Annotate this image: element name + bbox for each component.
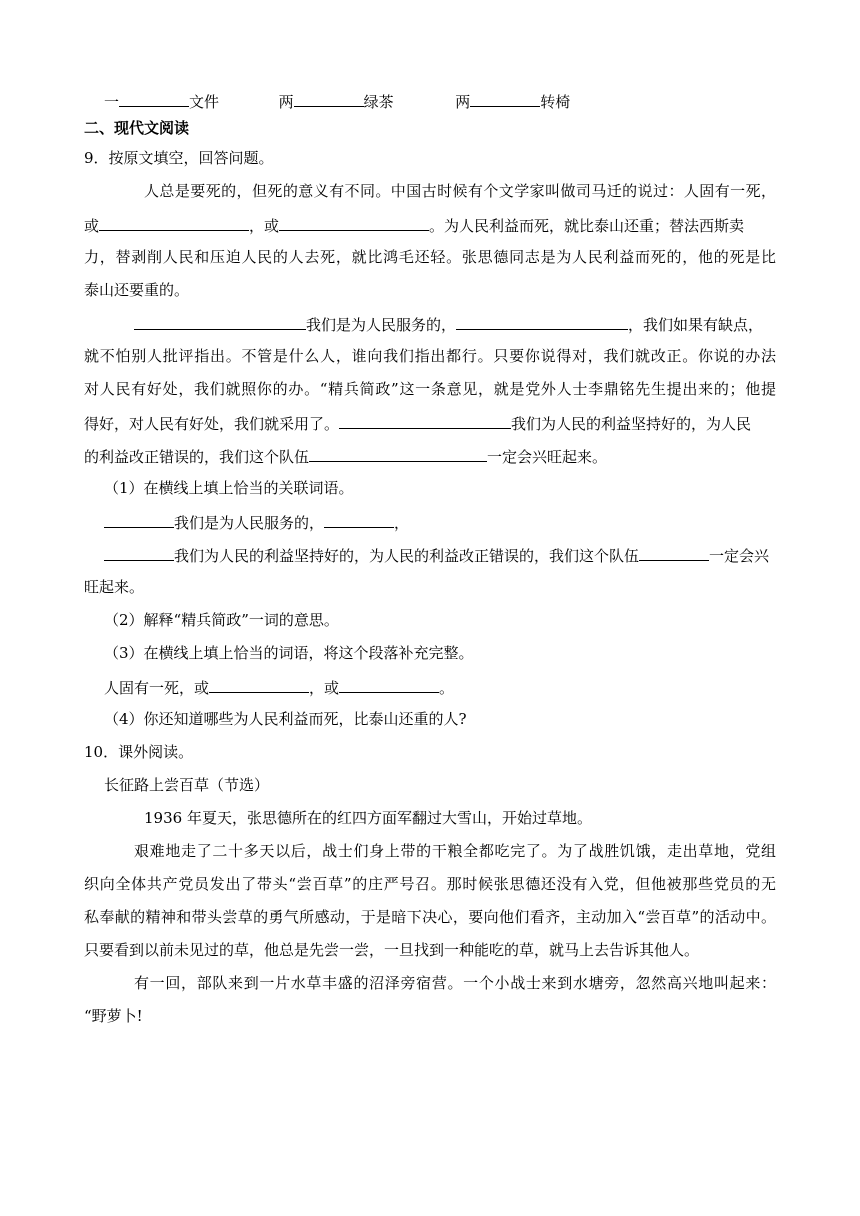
q9-sub3-blank-2[interactable] <box>339 676 439 693</box>
q9-blank-3[interactable] <box>134 313 306 330</box>
question-9-title: 9．按原文填空，回答问题。 <box>84 149 274 167</box>
text: 我们为人民的利益坚持好的，为人民 <box>511 415 752 433</box>
q10-paragraph-2-line-1: 艰难地走了二十多天以后，战士们身上带的干粮全都吃完了。为了战胜饥饿，走出草地，党组 <box>134 842 776 860</box>
text: 或 <box>84 217 100 235</box>
q10-paragraph-1: 1936 年夏天，张思德所在的红四方面军翻过大雪山，开始过草地。 <box>144 809 592 827</box>
q9-blank-5[interactable] <box>339 412 511 429</box>
q9-sub3-blank-1[interactable] <box>209 676 309 693</box>
q9-sub-1-line-2 <box>104 544 776 566</box>
q9-sub-question-3: （3）在横线上填上恰当的词语，将这个段落补充完整。 <box>104 644 474 662</box>
text: 一定会兴旺起来。 <box>487 448 608 466</box>
q9-paragraph-1-line-3: 力，替剥削人民和压迫人民的人去死，就比鸿毛还轻。张思德同志是为人民利益而死的，他的死是比 <box>84 248 776 266</box>
q9-sub-1-line-1 <box>104 511 796 533</box>
text: 的利益改正错误的，我们这个队伍 <box>84 448 310 466</box>
q10-paragraph-2-line-4: 只要看到以前未见过的草，他总是先尝一尝，一旦找到一种能吃的草，就马上去告诉其他人。 <box>84 941 700 959</box>
q9-sub1-blank-2[interactable] <box>324 511 394 528</box>
text: 我们是为人民服务的， <box>306 316 457 334</box>
text: 我们是为人民服务的， <box>174 514 325 532</box>
q9-paragraph-2-line-3: 对人民有好处，我们就照你的办。“精兵简政”这一条意见，就是党外人士李鼎铭先生提出来的；他提 <box>84 380 776 398</box>
q9-paragraph-2-line-2: 就不怕别人批评指出。不管是什么人，谁向我们指出都行。只要你说得对，我们就改正。你说的办法 <box>84 347 776 365</box>
text: 一定会兴 <box>709 547 770 565</box>
measure-word-3-blank[interactable] <box>470 90 540 107</box>
measure-word-1-suffix: 文件 <box>189 93 220 111</box>
q9-blank-1[interactable] <box>99 214 249 231</box>
q9-sub-question-2: （2）解释“精兵简政”一词的意思。 <box>104 611 339 629</box>
measure-word-3-suffix: 转椅 <box>540 93 571 111</box>
text: ，或 <box>309 679 340 697</box>
q10-paragraph-2-line-2: 织向全体共产党员发出了带头“尝百草”的庄严号召。那时候张思德还没有入党，但他被那些党员的无 <box>84 875 776 893</box>
question-10-title: 10．课外阅读。 <box>84 743 194 761</box>
section-heading: 二、现代文阅读 <box>84 119 190 137</box>
q10-paragraph-3-line-1: 有一回，部队来到一片水草丰盛的沼泽旁宿营。一个小战士来到水塘旁，忽然高兴地叫起来： <box>134 974 776 992</box>
q9-paragraph-2-line-4 <box>84 412 776 434</box>
text: 人固有一死，或 <box>104 679 210 697</box>
q9-paragraph-2-line-1 <box>134 313 776 335</box>
q9-paragraph-1-line-2 <box>84 214 776 236</box>
text: 我们为人民的利益坚持好的，为人民的利益改正错误的，我们这个队伍 <box>174 547 640 565</box>
measure-word-3-prefix: 两 <box>455 93 471 111</box>
q9-blank-4[interactable] <box>456 313 628 330</box>
measure-word-1-prefix: 一 <box>104 93 120 111</box>
q9-sub-3-line-1 <box>104 676 796 698</box>
text: 。 <box>439 679 455 697</box>
q9-blank-2[interactable] <box>279 214 429 231</box>
text: ，或 <box>249 217 280 235</box>
measure-word-2-blank[interactable] <box>294 90 364 107</box>
q9-blank-6[interactable] <box>309 445 487 462</box>
measure-word-1-blank[interactable] <box>119 90 189 107</box>
q9-sub1-blank-3[interactable] <box>104 544 174 561</box>
article-title: 长征路上尝百草（节选） <box>104 776 270 794</box>
measure-word-2-prefix: 两 <box>278 93 294 111</box>
text: 。为人民利益而死，就比泰山还重；替法西斯卖 <box>429 217 745 235</box>
q9-paragraph-1-line-4: 泰山还要重的。 <box>84 281 190 299</box>
measure-word-row <box>104 90 796 112</box>
text: ， <box>394 514 410 532</box>
q9-sub-question-1: （1）在横线上填上恰当的关联词语。 <box>104 479 354 497</box>
q9-sub1-blank-1[interactable] <box>104 511 174 528</box>
q9-paragraph-2-line-5 <box>84 445 776 467</box>
measure-word-2-suffix: 绿茶 <box>363 93 394 111</box>
text: ，我们如果有缺点， <box>628 316 764 334</box>
q9-sub1-blank-4[interactable] <box>639 544 709 561</box>
q9-sub-1-line-3: 旺起来。 <box>84 578 145 596</box>
q9-sub-question-4: （4）你还知道哪些为人民利益而死，比泰山还重的人? <box>104 710 467 728</box>
text: 得好，对人民有好处，我们就采用了。 <box>84 415 340 433</box>
q10-paragraph-2-line-3: 私奉献的精神和带头尝草的勇气所感动，于是暗下决心，要向他们看齐，主动加入“尝百草”的活动中。 <box>84 908 776 926</box>
q10-paragraph-3-line-2: “野萝卜! <box>84 1007 143 1025</box>
q9-paragraph-1-line-1: 人总是要死的，但死的意义有不同。中国古时候有个文学家叫做司马迁的说过：人固有一死， <box>144 182 776 200</box>
